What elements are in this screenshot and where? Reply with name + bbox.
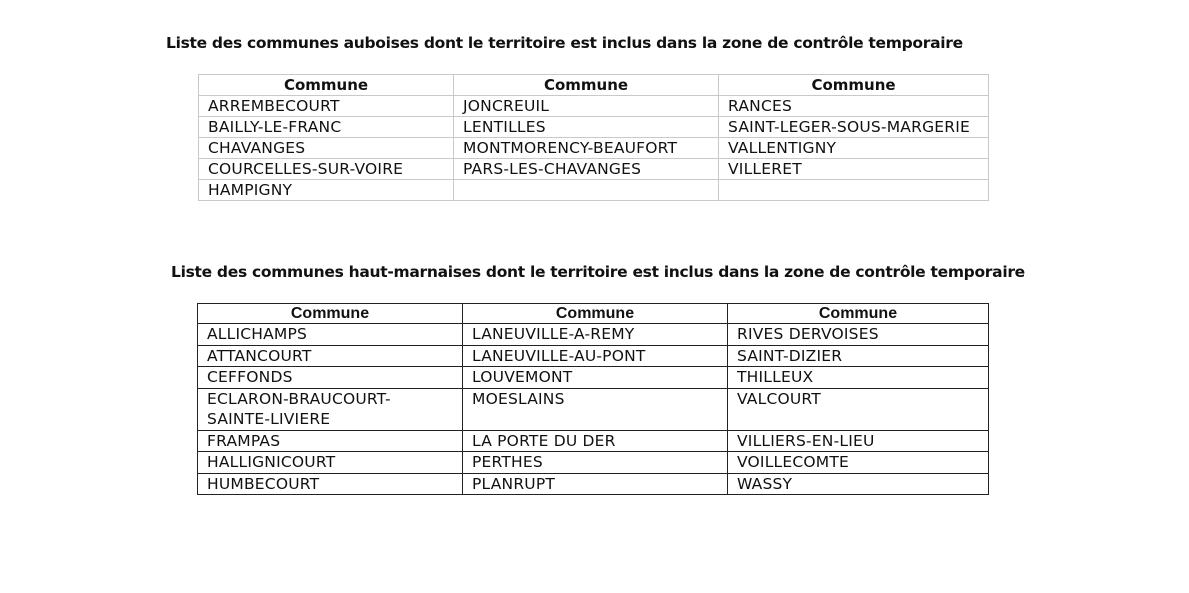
- table-cell: SAINT-LEGER-SOUS-MARGERIE: [719, 117, 989, 138]
- table-row: [198, 324, 989, 346]
- column-header: Commune: [198, 304, 463, 324]
- table-cell: LA PORTE DU DER: [463, 430, 728, 452]
- table-cell: MOESLAINS: [463, 388, 728, 430]
- table-cell: FRAMPAS: [198, 430, 463, 452]
- haute-marne-communes-table: [197, 303, 989, 495]
- table-row: [199, 96, 989, 117]
- table-cell: ARREMBECOURT: [199, 96, 454, 117]
- column-header: Commune: [454, 75, 719, 96]
- table-cell: LANEUVILLE-A-REMY: [463, 324, 728, 346]
- table-row: [198, 345, 989, 367]
- table-cell: VOILLECOMTE: [728, 452, 989, 474]
- table-cell: ATTANCOURT: [198, 345, 463, 367]
- table-cell: THILLEUX: [728, 367, 989, 389]
- table-row: [198, 452, 989, 474]
- table-row: [198, 367, 989, 389]
- table-cell: HAMPIGNY: [199, 180, 454, 201]
- table-row: [198, 473, 989, 495]
- table-cell: ALLICHAMPS: [198, 324, 463, 346]
- table-cell: LOUVEMONT: [463, 367, 728, 389]
- table-cell: PARS-LES-CHAVANGES: [454, 159, 719, 180]
- table-cell: MONTMORENCY-BEAUFORT: [454, 138, 719, 159]
- table-row: [198, 430, 989, 452]
- table-header-row: [199, 75, 989, 96]
- table-cell: VILLIERS-EN-LIEU: [728, 430, 989, 452]
- table-cell: RIVES DERVOISES: [728, 324, 989, 346]
- table-row: [199, 159, 989, 180]
- table-cell: ECLARON-BRAUCOURT-SAINTE-LIVIERE: [198, 388, 463, 430]
- table-cell: VALLENTIGNY: [719, 138, 989, 159]
- table-cell: [454, 180, 719, 201]
- table-cell: CEFFONDS: [198, 367, 463, 389]
- table-cell: WASSY: [728, 473, 989, 495]
- table-cell: LENTILLES: [454, 117, 719, 138]
- aube-list-title: Liste des communes auboises dont le territoire est inclus dans la zone de contrôle temporaire: [166, 34, 963, 52]
- column-header: Commune: [728, 304, 989, 324]
- column-header: Commune: [199, 75, 454, 96]
- table-cell: BAILLY-LE-FRANC: [199, 117, 454, 138]
- column-header: Commune: [463, 304, 728, 324]
- table-cell: PERTHES: [463, 452, 728, 474]
- table-row: [199, 117, 989, 138]
- table-cell: [719, 180, 989, 201]
- table-cell: VILLERET: [719, 159, 989, 180]
- table-cell: COURCELLES-SUR-VOIRE: [199, 159, 454, 180]
- table-cell: VALCOURT: [728, 388, 989, 430]
- haute-marne-list-title: Liste des communes haut-marnaises dont le territoire est inclus dans la zone de contrôle temporaire: [171, 263, 1025, 281]
- table-row: [199, 138, 989, 159]
- table-cell: RANCES: [719, 96, 989, 117]
- table-cell: LANEUVILLE-AU-PONT: [463, 345, 728, 367]
- table-cell: HUMBECOURT: [198, 473, 463, 495]
- column-header: Commune: [719, 75, 989, 96]
- table-header-row: [198, 304, 989, 324]
- aube-communes-table: [198, 74, 989, 201]
- table-cell: HALLIGNICOURT: [198, 452, 463, 474]
- table-cell: SAINT-DIZIER: [728, 345, 989, 367]
- table-row: [199, 180, 989, 201]
- table-row: [198, 388, 989, 430]
- table-cell: JONCREUIL: [454, 96, 719, 117]
- table-cell: CHAVANGES: [199, 138, 454, 159]
- table-cell: PLANRUPT: [463, 473, 728, 495]
